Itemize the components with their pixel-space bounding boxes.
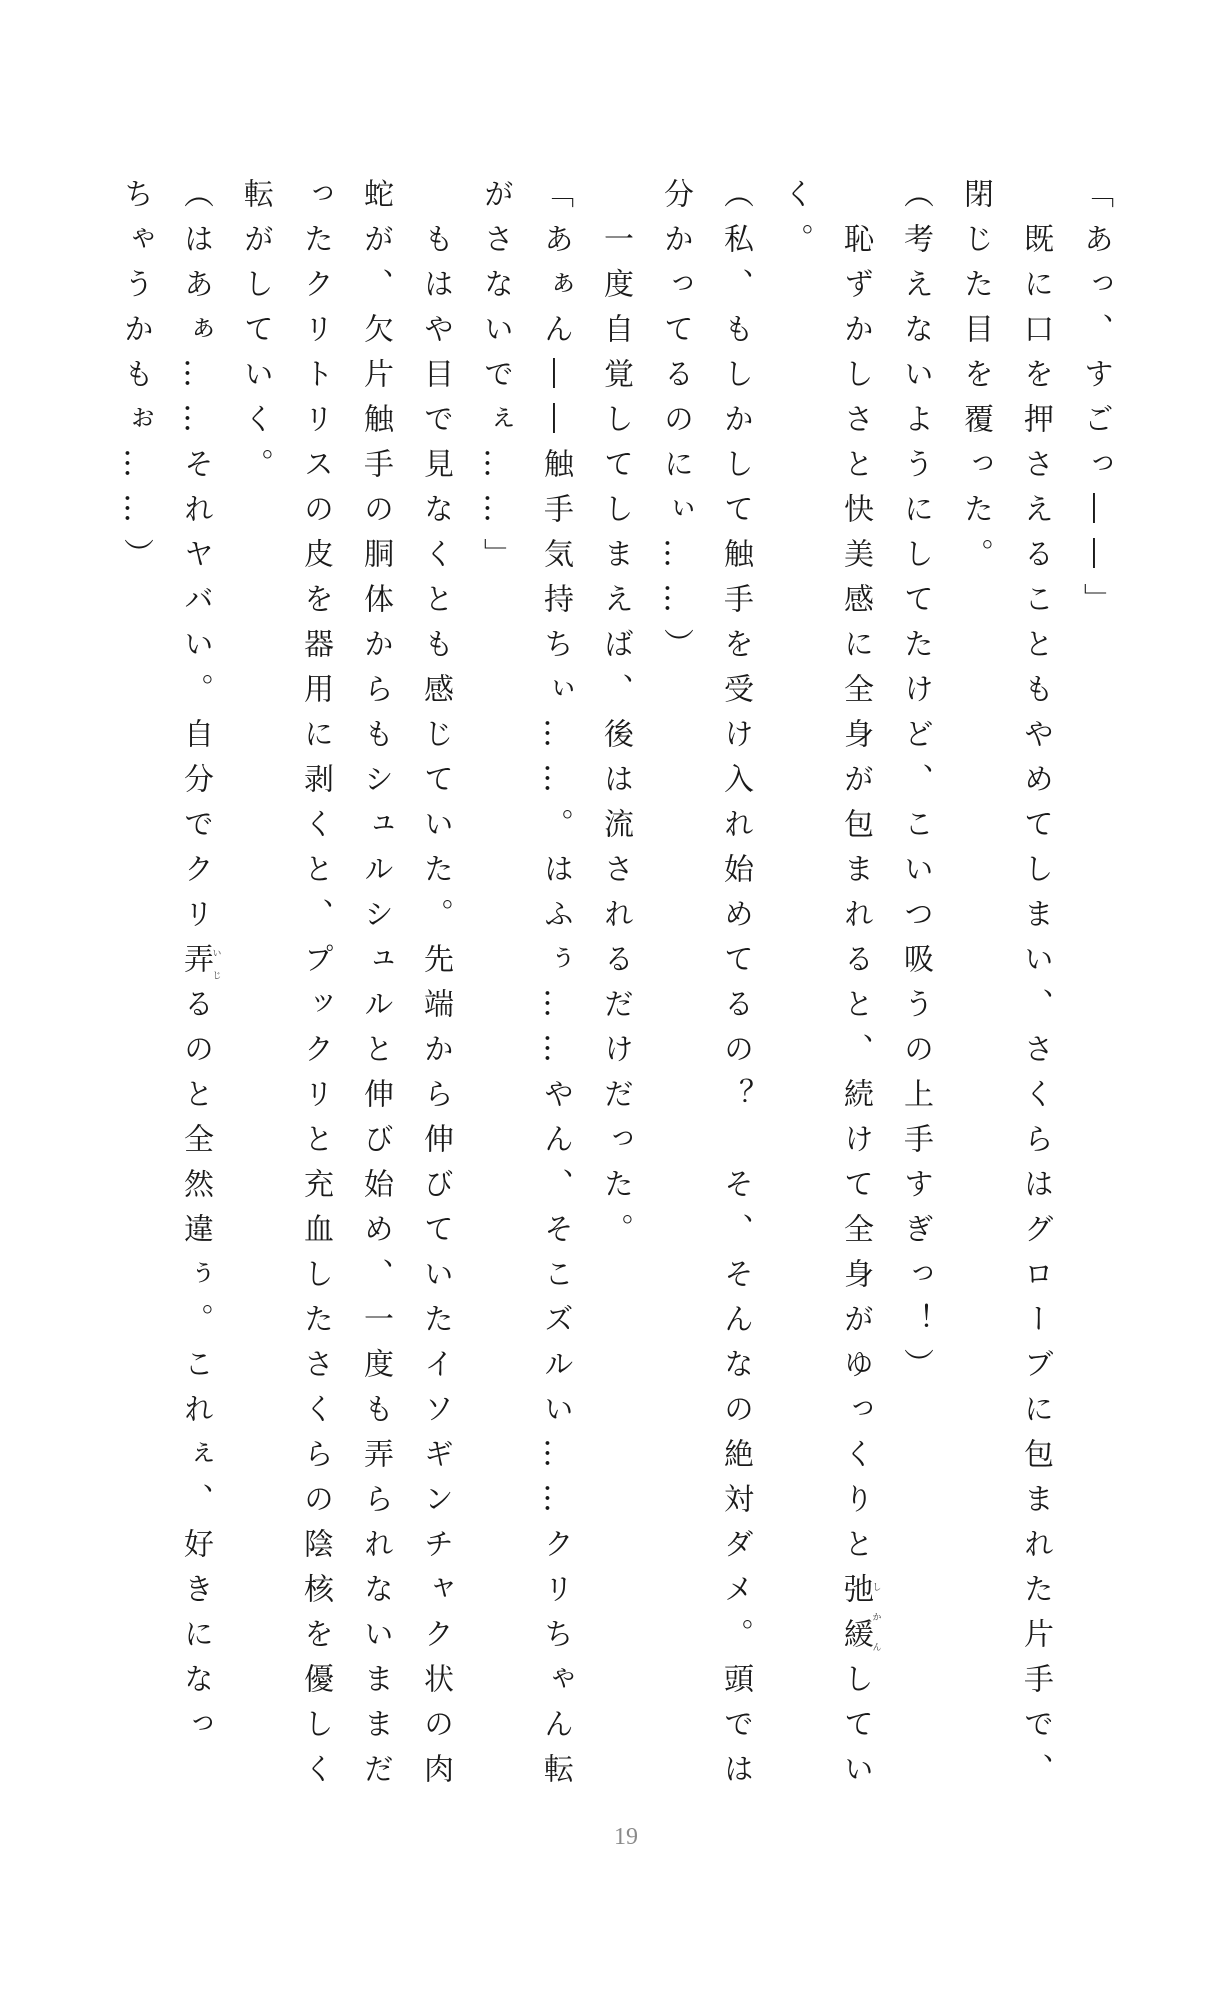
ruby-reading: しかん xyxy=(870,1573,881,1663)
ruby-reading: いじ xyxy=(210,943,221,988)
text-line: 閉じた目を覆った。 xyxy=(958,178,993,583)
body-text xyxy=(105,178,1125,1818)
text-line: （考えないようにしてたけど、こいつ吸うの上手すぎっ！） xyxy=(898,178,933,1393)
text-segment: 恥ずかしさと快美感に全身が包まれると、続けて全身がゆっくりと xyxy=(838,178,873,1573)
text-line: （私、もしかして触手を受け入れ始めてるの？ そ、そんなの絶対ダメ。頭では xyxy=(718,178,753,1798)
text-line: もはや目で見なくとも感じていた。先端から伸びていたイソギンチャク状の肉 xyxy=(418,178,453,1798)
page-number: 19 xyxy=(614,1824,638,1850)
text-line: 既に口を押さえることもやめてしまい、さくらはグローブに包まれた片手で、 xyxy=(1018,178,1053,1798)
text-line: 分かってるのにぃ……） xyxy=(658,178,693,673)
text-line: ちゃうかもぉ……） xyxy=(118,178,153,583)
text-segment: （はあぁ……それヤバい。自分でクリ xyxy=(178,178,213,943)
text-line xyxy=(825,178,885,1818)
text-line: がさないでぇ……」 xyxy=(478,178,513,583)
text-line: 転がしていく。 xyxy=(238,178,273,493)
ruby-annotation xyxy=(838,1573,881,1663)
text-segment: るのと全然違ぅ。これぇ、好きになっ xyxy=(178,988,213,1753)
text-line: 「あぁん――触手気持ちぃ……。はふぅ……やん、そこズルい……クリちゃん転 xyxy=(538,178,573,1798)
text-line: ったクリトリスの皮を器用に剥くと、プックリと充血したさくらの陰核を優しく xyxy=(298,178,333,1798)
text-line: 蛇が、欠片触手の胴体からもシュルシュルと伸び始め、一度も弄られないままだ xyxy=(358,178,393,1798)
ruby-base: 弄 xyxy=(178,943,213,988)
text-line: 一度自覚してしまえば、後は流されるだけだった。 xyxy=(598,178,633,1258)
text-segment: してい xyxy=(838,1663,873,1798)
text-line: く。 xyxy=(778,178,813,268)
text-line: 「あっ、すごっ――」 xyxy=(1078,178,1113,628)
ruby-annotation xyxy=(178,943,221,988)
ruby-base: 弛緩 xyxy=(838,1573,873,1663)
text-line xyxy=(165,178,225,1818)
